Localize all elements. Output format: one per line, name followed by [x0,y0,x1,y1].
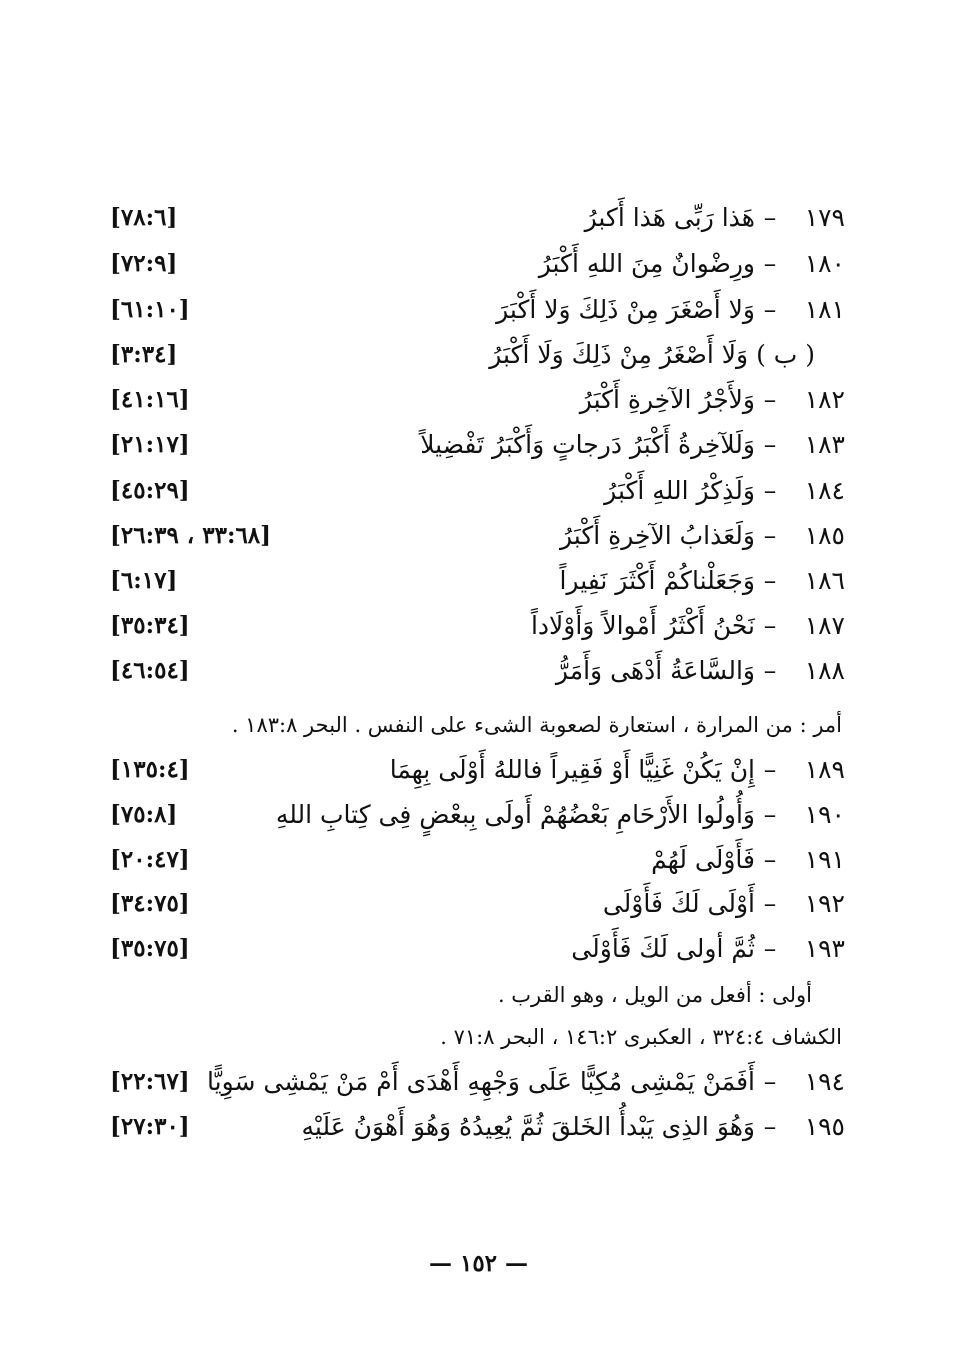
entry-number: ١٨٩ [804,755,845,784]
entry-dash: – [763,1067,777,1096]
entry-dash: – [763,656,777,685]
entry-dash: – [763,203,777,232]
verse-reference: [٧٢:٩] [110,250,178,277]
verse-entry [110,516,845,556]
verse-entry [110,929,845,969]
entry-number: ١٨٤ [804,476,845,505]
verse-text: وَلَلآخِرةُ أَكْبَرُ دَرجاتٍ وَأَكْبَرُ تَفْضِيلاً [420,430,755,459]
verse-reference: [٧٨:٦] [110,204,178,231]
entry-dash: – [763,845,777,874]
verse-reference: [٤٦:٥٤] [110,657,190,684]
entry-number: ١٨٨ [804,656,845,685]
entry-number: ١٩٥ [804,1112,845,1141]
verse-entry [110,380,845,420]
entry-number: ١٩٤ [804,1067,845,1096]
entry-dash: – [763,430,777,459]
entry-number: ١٩٠ [804,800,845,829]
commentary-note: أمر : من المرارة ، استعارة لصعوبة الشىء على النفس . البحر ١٨٣:٨ . [231,713,842,737]
entry-number: ١٧٩ [804,203,845,232]
verse-text: أَفَمَنْ يَمْشِى مُكِبًّا عَلَى وَجْهِهِ أَهْدَى أَمْ مَنْ يَمْشِى سَوِيًّا [207,1067,755,1096]
verse-entry [110,244,845,284]
page-number: — ١٥٢ — [428,1250,529,1277]
verse-reference: [٦:١٧] [110,567,178,594]
verse-reference: [٣٥:٧٥] [110,935,190,962]
entry-dash: – [763,295,777,324]
verse-text: ( ب ) وَلَا أَصْغَرُ مِنْ ذَلِكَ وَلَا أَكْبَرُ [489,340,815,369]
verse-text: ورِضْوانٌ مِنَ اللهِ أَكْبَرُ [538,249,755,278]
verse-reference: [٤١:١٦] [110,386,190,413]
verse-text: ثُمَّ أولى لَكَ فَأَوْلَى [571,934,755,963]
verse-reference: [٧٥:٨] [110,801,178,828]
verse-text: هَذا رَبِّى هَذا أَكبرُ [584,203,755,232]
verse-entry [110,471,845,511]
verse-text: إِنْ يَكُنْ غَنِيًّا أَوْ فَقِيراً فاللهُ أَوْلَى بِهِمَا [389,755,755,784]
verse-entry [110,561,845,601]
verse-text: وَأُولُوا الأَرْحَامِ بَعْضُهُمْ أَولَى بِبعْضٍ فِى كِتابِ اللهِ [275,800,755,829]
verse-reference: [٢١:١٧] [110,431,190,458]
entry-dash: – [763,889,777,918]
entry-number: ١٨٥ [804,521,845,550]
verse-reference: [٤٥:٢٩] [110,477,190,504]
verse-entry [110,1062,845,1102]
verse-text: وَلَذِكْرُ اللهِ أَكْبَرُ [604,476,755,505]
verse-entry [110,795,845,835]
entry-dash: – [763,934,777,963]
entry-dash: – [763,521,777,550]
verse-text: وَلأَجْرُ الآخِرةِ أَكْبَرُ [579,385,755,414]
commentary-note: أولى : أفعل من الويل ، وهو القرب . [497,983,812,1007]
verse-text: وَجَعَلْناكُمْ أَكْثَرَ نَفِيراً [559,566,755,595]
verse-text: وَلا أَصْغَرَ مِنْ ذَلِكَ وَلا أَكْبَرَ [496,295,755,324]
verse-text: وَلَعَذابُ الآخِرةِ أَكْبَرُ [560,521,755,550]
entry-number: ١٨١ [804,295,845,324]
verse-entry [110,884,845,924]
commentary-note: الكشاف ٣٢٤:٤ ، العكبرى ١٤٦:٢ ، البحر ٧١:٨ . [440,1025,842,1049]
entry-number: ١٨٧ [804,611,845,640]
entry-number: ١٨٢ [804,385,845,414]
verse-entry [110,198,845,238]
verse-entry [110,606,845,646]
entry-dash: – [763,566,777,595]
verse-reference: [٢٢:٦٧] [110,1068,190,1095]
entry-number: ١٩٣ [804,934,845,963]
verse-entry [110,425,845,465]
verse-entry [110,840,845,880]
verse-reference: [٦١:١٠] [110,296,190,323]
verse-reference: [٣:٣٤] [110,341,178,368]
entry-dash: – [763,249,777,278]
verse-reference: [٣٥:٣٤] [110,612,190,639]
verse-reference: [٢٧:٣٠] [110,1113,190,1140]
verse-reference: [٣٤:٧٥] [110,890,190,917]
verse-text: وَالسَّاعَةُ أَدْهَى وَأَمَرُّ [555,656,755,685]
verse-reference: [٣٣:٦٨ ، ٢٦:٣٩] [110,522,272,549]
verse-text: وَهُوَ الذِى يَبْدأُ الخَلقَ ثُمَّ يُعِيدُهُ وَهُوَ أَهْوَنُ عَلَيْهِ [301,1112,755,1141]
verse-text: فَأَوْلَى لَهُمْ [651,845,755,874]
entry-dash: – [763,800,777,829]
entry-number: ١٨٦ [804,566,845,595]
verse-text: نَحْنُ أَكْثَرُ أَمْوالاً وَأَوْلَاداً [530,611,755,640]
entry-number: ١٨٣ [804,430,845,459]
verse-entry-variant [110,335,845,375]
entry-dash: – [763,755,777,784]
verse-entry [110,651,845,691]
entry-number: ١٩٢ [804,889,845,918]
verse-reference: [٢٠:٤٧] [110,846,190,873]
entry-number: ١٩١ [804,845,845,874]
verse-text: أَوْلَى لَكَ فَأَوْلَى [602,889,755,918]
entry-dash: – [763,385,777,414]
verse-reference: [١٣٥:٤] [110,756,190,783]
verse-entry [110,750,845,790]
verse-entry [110,290,845,330]
entry-dash: – [763,476,777,505]
verse-entry [110,1107,845,1147]
entry-dash: – [763,611,777,640]
entry-dash: – [763,1112,777,1141]
entry-number: ١٨٠ [804,249,845,278]
